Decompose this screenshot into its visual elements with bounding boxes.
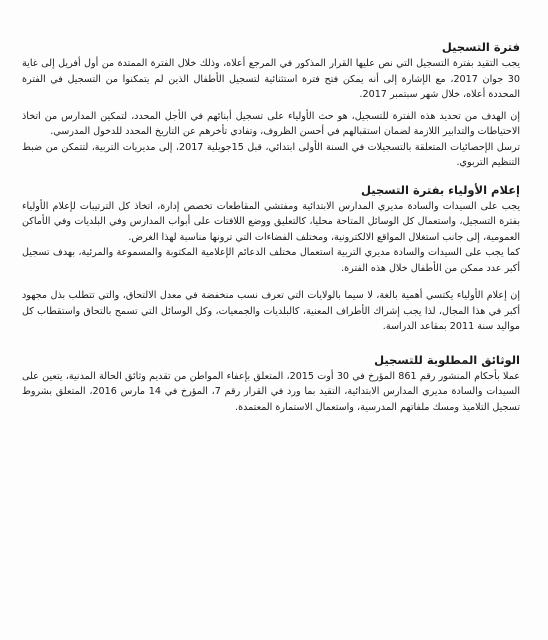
section-registration-period xyxy=(22,40,520,171)
paragraph: يجب على السيدات والسادة مديري المدارس الابتدائية ومفتشي المقاطعات تخصص إدارة، اتخاذ كل الترتيبات لإعلام الأولياء بفترة التسجيل، واستعمال كل الوسائل المتاحة محليا، كالتعليق ووضع اللافتات على أبواب المدارس وفي البلديات وفي الأماكن العمومية، إلى جانب استغلال المواقع الالكترونية، ومختلف الفضاءات التي ترونها مناسبة لهذا الغرض. xyxy=(22,200,520,243)
section-heading: فترة التسجيل xyxy=(441,40,520,54)
paragraph: يجب التقيد بفترة التسجيل التي نص عليها القرار المذكور في المرجع أعلاه، وذلك خلال الفترة الممتدة من أول أفريل إلى غاية 30 جوان 2017، مع الإشارة إلى أنه يمكن فتح فترة استثنائية لتسجيل الأطفال الذين لم يتمكنوا من التسجيل في الفترة المحددة أعلاه، خلال شهر سبتمبر 2017. xyxy=(22,58,520,100)
section-required-documents xyxy=(22,353,520,416)
paragraph: عملا بأحكام المنشور رقم 861 المؤرخ في 30 أوت 2015، المتعلق بإعفاء المواطن من تقديم وثائق الحالة المدنية، يتعين على السيدات والسادة مديري المدارس الابتدائية، التقيد بما ورد في القرار رقم 7، المؤرخ في 14 مارس 2016، المتعلق بشروط تسجيل التلاميذ ومسك ملفاتهم المدرسية، واستعمال الاستمارة المعتمدة. xyxy=(22,370,520,413)
paragraph: كما يجب على السيدات والسادة مديري التربية استعمال مختلف الدعائم الإعلامية المكتوبة والمسموعة والمرئية، بهدف تسجيل أكبر عدد ممكن من الأطفال خلال هذه الفترة. xyxy=(22,247,520,274)
section-heading: إعلام الأولياء بفترة التسجيل xyxy=(361,182,520,197)
section-informing-parents xyxy=(22,183,520,335)
paragraph: إن الهدف من تحديد هذه الفترة للتسجيل، هو حث الأولياء على تسجيل أبنائهم في الأجل المحدد، لتمكين المدارس من اتخاذ الاحتياطات والتدابير اللازمة لضمان استقبالهم في أحسن الظروف، وتفادي تأخرهم عن التاريخ المحدد للدخول المدرسي. xyxy=(22,110,520,137)
section-heading: الوثائق المطلوبة للتسجيل xyxy=(374,352,520,367)
paragraph: ترسل الإحصائيات المتعلقة بالتسجيلات في السنة الأولى ابتدائي، قبل 15جويلية 2017، إلى مديريات التربية، لتتمكن من ضبط التنظيم التربوي. xyxy=(22,141,521,168)
paragraph: إن إعلام الأولياء يكتسي أهمية بالغة، لا سيما بالولايات التي تعرف نسب منخفضة في معدل الالتحاق، والتي تتطلب بذل مجهود أكبر في هذا المجال، لذا يجب إشراك الأطراف المعنية، كالبلديات والجمعيات، وكل الوسائل التي تسمح بالتحاق واستقطاب كل مواليد سنة 2011 بمقاعد الدراسة. xyxy=(22,290,520,332)
